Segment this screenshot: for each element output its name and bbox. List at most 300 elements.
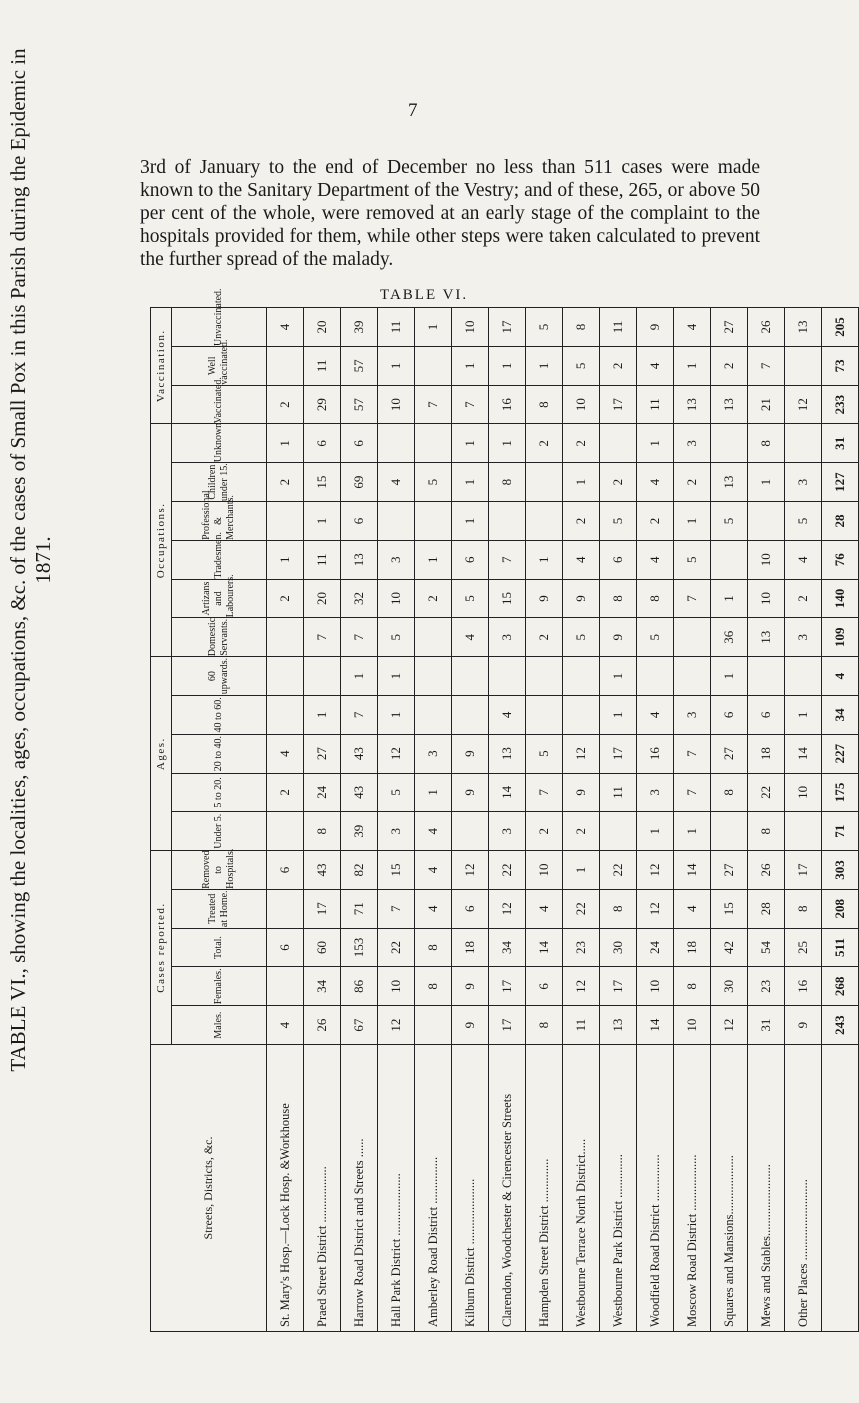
column-header: Unknown. (172, 424, 267, 463)
table-cell: 27 (711, 734, 748, 773)
table-cell: 8 (526, 1006, 563, 1045)
table-cell: 12 (378, 734, 415, 773)
total-cell: 28 (822, 502, 859, 541)
table-cell: 14 (785, 734, 822, 773)
table-cell (267, 657, 304, 696)
table-cell: 7 (304, 618, 341, 657)
column-header: Unvaccinated. (172, 308, 267, 347)
table-cell: 1 (378, 657, 415, 696)
table-cell: 2 (267, 773, 304, 812)
table-cell (415, 657, 452, 696)
table-cell: 1 (452, 424, 489, 463)
table-cell: 12 (563, 734, 600, 773)
row-label: Hall Park District .................... (378, 1045, 415, 1332)
table-cell: 5 (785, 502, 822, 541)
table-cell: 11 (637, 385, 674, 424)
table-cell: 4 (563, 540, 600, 579)
table-cell: 42 (711, 928, 748, 967)
table-cell (526, 463, 563, 502)
table-cell: 8 (600, 579, 637, 618)
row-label: Other Places .......................... (785, 1045, 822, 1332)
table-cell: 23 (748, 967, 785, 1006)
table-cell: 18 (748, 734, 785, 773)
page-number: 7 (408, 100, 418, 121)
row-label: Praed Street District .................. (304, 1045, 341, 1332)
table-cell: 1 (341, 657, 378, 696)
total-cell: 4 (822, 657, 859, 696)
table-cell (711, 812, 748, 851)
table-cell: 2 (267, 463, 304, 502)
table-cell: 31 (748, 1006, 785, 1045)
table-cell: 4 (267, 734, 304, 773)
table-cell: 3 (674, 695, 711, 734)
table-cell: 1 (452, 502, 489, 541)
table-cell: 5 (526, 308, 563, 347)
table-cell: 12 (563, 967, 600, 1006)
table-cell (674, 618, 711, 657)
table-cell: 23 (563, 928, 600, 967)
table-cell: 24 (304, 773, 341, 812)
table-cell: 14 (637, 1006, 674, 1045)
table-cell: 5 (563, 618, 600, 657)
table-cell: 57 (341, 385, 378, 424)
table-cell: 20 (304, 579, 341, 618)
table-cell: 27 (304, 734, 341, 773)
table-cell (489, 502, 526, 541)
table-cell (267, 695, 304, 734)
group-header-row (151, 308, 172, 1332)
table-cell: 1 (785, 695, 822, 734)
table-cell (526, 657, 563, 696)
total-cell: 243 (822, 1006, 859, 1045)
table-cell: 9 (452, 734, 489, 773)
table-row (600, 308, 637, 1332)
table-cell (711, 424, 748, 463)
table-cell (674, 657, 711, 696)
total-cell: 31 (822, 424, 859, 463)
table-title: TABLE VI. (380, 287, 469, 303)
table-cell: 4 (415, 812, 452, 851)
table-cell: 17 (489, 1006, 526, 1045)
table-cell: 11 (378, 308, 415, 347)
table-cell: 17 (489, 967, 526, 1006)
table-cell (711, 540, 748, 579)
table-cell (526, 502, 563, 541)
total-cell: 34 (822, 695, 859, 734)
row-label: Harrow Road District and Streets ...... (341, 1045, 378, 1332)
table-cell: 7 (674, 579, 711, 618)
table-cell: 15 (304, 463, 341, 502)
table-cell: 86 (341, 967, 378, 1006)
group-header-cases: Cases reported. (151, 851, 172, 1045)
table-cell: 1 (415, 308, 452, 347)
column-header: Total. (172, 928, 267, 967)
column-header: Vaccinated. (172, 385, 267, 424)
table-cell: 36 (711, 618, 748, 657)
table-cell: 10 (526, 851, 563, 890)
table-cell: 1 (378, 695, 415, 734)
table-cell: 5 (674, 540, 711, 579)
table-cell: 7 (415, 385, 452, 424)
table-cell: 5 (711, 502, 748, 541)
table-cell: 26 (748, 308, 785, 347)
table-cell: 2 (600, 463, 637, 502)
table-cell (415, 695, 452, 734)
table-cell: 2 (526, 618, 563, 657)
table-cell: 5 (378, 618, 415, 657)
table-cell: 2 (526, 424, 563, 463)
table-cell: 1 (563, 463, 600, 502)
table-cell: 2 (267, 579, 304, 618)
row-label: Westbourne Park District .............. (600, 1045, 637, 1332)
total-cell: 109 (822, 618, 859, 657)
table-cell: 6 (341, 424, 378, 463)
table-cell: 18 (674, 928, 711, 967)
table-cell: 6 (452, 540, 489, 579)
table-cell: 7 (378, 889, 415, 928)
table-cell: 10 (378, 385, 415, 424)
table-cell: 20 (304, 308, 341, 347)
table-cell: 6 (452, 889, 489, 928)
table-cell: 8 (600, 889, 637, 928)
table-cell (600, 812, 637, 851)
table-row (452, 308, 489, 1332)
table-cell: 8 (674, 967, 711, 1006)
table-cell: 8 (637, 579, 674, 618)
table-cell: 8 (563, 308, 600, 347)
table-row (637, 308, 674, 1332)
table-cell: 11 (304, 540, 341, 579)
table-cell: 1 (637, 424, 674, 463)
table-cell: 17 (304, 889, 341, 928)
table-cell (415, 1006, 452, 1045)
table-row (341, 308, 378, 1332)
table-cell: 1 (304, 695, 341, 734)
table-cell: 1 (526, 346, 563, 385)
table-cell: 6 (711, 695, 748, 734)
row-label: Clarendon, Woodchester & Cirencester Streets (489, 1045, 526, 1332)
table-cell: 13 (600, 1006, 637, 1045)
table-cell: 9 (563, 579, 600, 618)
table-cell: 9 (452, 773, 489, 812)
table-cell (452, 657, 489, 696)
table-cell: 17 (489, 308, 526, 347)
table-cell: 14 (674, 851, 711, 890)
total-cell: 227 (822, 734, 859, 773)
total-cell: 303 (822, 851, 859, 890)
totals-label (822, 1045, 859, 1332)
table-cell (748, 502, 785, 541)
row-label: Kilburn District ..................... (452, 1045, 489, 1332)
table-cell: 14 (489, 773, 526, 812)
table-cell (785, 812, 822, 851)
row-label: St. Mary's Hosp.—Lock Hosp. &Workhouse (267, 1045, 304, 1332)
table-cell: 9 (600, 618, 637, 657)
table-cell: 9 (526, 579, 563, 618)
row-label: Mews and Stables....................... (748, 1045, 785, 1332)
total-cell: 127 (822, 463, 859, 502)
table-cell: 9 (452, 967, 489, 1006)
column-header: 5 to 20. (172, 773, 267, 812)
table-cell: 1 (267, 424, 304, 463)
table-cell: 17 (600, 967, 637, 1006)
table-cell: 34 (304, 967, 341, 1006)
table-cell: 5 (452, 579, 489, 618)
table-row (674, 308, 711, 1332)
row-label: Hampden Street District .............. (526, 1045, 563, 1332)
total-cell: 175 (822, 773, 859, 812)
group-header-occupations: Occupations. (151, 424, 172, 657)
table-row (785, 308, 822, 1332)
table-cell (563, 695, 600, 734)
table-cell: 3 (674, 424, 711, 463)
table-cell (267, 812, 304, 851)
table-cell: 6 (748, 695, 785, 734)
table-cell: 1 (304, 502, 341, 541)
column-header: Artizans and Labourers. (172, 579, 267, 618)
table-cell: 30 (711, 967, 748, 1006)
table-cell: 8 (304, 812, 341, 851)
total-cell: 73 (822, 346, 859, 385)
table-cell: 1 (526, 540, 563, 579)
row-label: Squares and Mansions................... (711, 1045, 748, 1332)
table-cell: 4 (637, 346, 674, 385)
table-cell: 21 (748, 385, 785, 424)
table-cell: 1 (452, 463, 489, 502)
table-cell: 2 (674, 463, 711, 502)
table-cell: 10 (378, 967, 415, 1006)
total-cell: 205 (822, 308, 859, 347)
table-cell: 7 (452, 385, 489, 424)
table-cell: 4 (674, 889, 711, 928)
table-cell: 7 (674, 773, 711, 812)
table-cell: 60 (304, 928, 341, 967)
table-cell: 27 (711, 851, 748, 890)
table-cell: 6 (341, 502, 378, 541)
table-cell: 5 (637, 618, 674, 657)
table-cell: 13 (785, 308, 822, 347)
table-cell: 8 (415, 967, 452, 1006)
table-cell: 2 (637, 502, 674, 541)
table-cell: 3 (785, 618, 822, 657)
column-header: Males. (172, 1006, 267, 1045)
table-cell: 2 (415, 579, 452, 618)
group-header-ages: Ages. (151, 657, 172, 851)
column-header: Females. (172, 967, 267, 1006)
table-cell: 2 (785, 579, 822, 618)
table-cell (600, 424, 637, 463)
table-cell: 69 (341, 463, 378, 502)
table-cell: 7 (489, 540, 526, 579)
total-cell: 268 (822, 967, 859, 1006)
table-cell: 25 (785, 928, 822, 967)
table-row (563, 308, 600, 1332)
column-header: Professional & Merchants. (172, 502, 267, 541)
table-cell: 10 (563, 385, 600, 424)
table-cell: 67 (341, 1006, 378, 1045)
table-cell: 4 (637, 463, 674, 502)
table-cell: 3 (489, 812, 526, 851)
table-cell: 1 (674, 812, 711, 851)
table-cell: 1 (637, 812, 674, 851)
table-cell: 16 (489, 385, 526, 424)
column-header: Treated at Home. (172, 889, 267, 928)
column-header: Children under 15. (172, 463, 267, 502)
table-cell: 7 (748, 346, 785, 385)
table-cell: 4 (415, 851, 452, 890)
table-cell (378, 424, 415, 463)
table-cell: 8 (748, 812, 785, 851)
table-cell (267, 618, 304, 657)
table-cell: 12 (378, 1006, 415, 1045)
table-cell: 9 (785, 1006, 822, 1045)
table-cell (785, 657, 822, 696)
table-row (711, 308, 748, 1332)
table-cell (748, 657, 785, 696)
table-cell (563, 657, 600, 696)
table-cell: 34 (489, 928, 526, 967)
column-header: Domestic Servants. (172, 618, 267, 657)
table-row (748, 308, 785, 1332)
table-cell: 29 (304, 385, 341, 424)
table-cell: 7 (341, 695, 378, 734)
table-cell: 1 (748, 463, 785, 502)
table-cell: 71 (341, 889, 378, 928)
table-cell: 28 (748, 889, 785, 928)
table-cell: 8 (415, 928, 452, 967)
table-cell: 10 (378, 579, 415, 618)
table-cell: 6 (267, 928, 304, 967)
table-cell: 4 (378, 463, 415, 502)
total-cell: 233 (822, 385, 859, 424)
table-cell: 11 (600, 308, 637, 347)
table-cell: 4 (637, 695, 674, 734)
table-cell: 5 (526, 734, 563, 773)
table-cell (415, 618, 452, 657)
column-header: Under 5. (172, 812, 267, 851)
table-cell: 4 (267, 1006, 304, 1045)
table-cell: 4 (674, 308, 711, 347)
table-cell: 1 (674, 346, 711, 385)
row-label: Amberley Road District ............... (415, 1045, 452, 1332)
table-cell: 22 (600, 851, 637, 890)
table-cell (526, 695, 563, 734)
table-cell: 43 (341, 773, 378, 812)
table-cell: 6 (304, 424, 341, 463)
table-cell: 6 (267, 851, 304, 890)
table-cell: 3 (415, 734, 452, 773)
table-cell: 18 (452, 928, 489, 967)
table-cell: 2 (563, 812, 600, 851)
column-header: 20 to 40. (172, 734, 267, 773)
table-cell: 27 (711, 308, 748, 347)
column-header: Tradesmen. (172, 540, 267, 579)
table-cell: 30 (600, 928, 637, 967)
table-cell: 9 (452, 1006, 489, 1045)
table-cell (415, 502, 452, 541)
table-cell: 1 (711, 657, 748, 696)
table-cell: 26 (748, 851, 785, 890)
table-cell: 10 (674, 1006, 711, 1045)
table-cell (304, 657, 341, 696)
table-cell: 4 (415, 889, 452, 928)
table-cell: 1 (674, 502, 711, 541)
table-row (526, 308, 563, 1332)
table-cell: 6 (600, 540, 637, 579)
table-cell: 1 (415, 773, 452, 812)
table-cell: 3 (489, 618, 526, 657)
table-cell: 1 (378, 346, 415, 385)
table-cell: 12 (489, 889, 526, 928)
table-cell: 54 (748, 928, 785, 967)
table-cell: 8 (526, 385, 563, 424)
table-cell: 3 (785, 463, 822, 502)
table-cell: 43 (304, 851, 341, 890)
column-header: 40 to 60. (172, 695, 267, 734)
table-cell: 5 (563, 346, 600, 385)
table-cell: 3 (378, 540, 415, 579)
table-cell: 16 (785, 967, 822, 1006)
row-label: Woodfield Road District ............... (637, 1045, 674, 1332)
table-cell: 1 (600, 657, 637, 696)
corner-header: Streets, Districts, &c. (151, 1045, 267, 1332)
table-cell: 39 (341, 812, 378, 851)
group-header-vaccination: Vaccination. (151, 308, 172, 425)
total-cell: 76 (822, 540, 859, 579)
table-cell: 13 (489, 734, 526, 773)
row-label: Moscow Road District .................. (674, 1045, 711, 1332)
table-cell: 2 (267, 385, 304, 424)
table-cell: 1 (267, 540, 304, 579)
table-cell: 13 (711, 463, 748, 502)
table-cell: 10 (785, 773, 822, 812)
table-cell (267, 502, 304, 541)
table-cell: 15 (378, 851, 415, 890)
table-cell: 1 (711, 579, 748, 618)
table-cell (267, 346, 304, 385)
table-row (489, 308, 526, 1332)
table-cell: 22 (748, 773, 785, 812)
table-cell: 8 (785, 889, 822, 928)
table-cell: 12 (785, 385, 822, 424)
table-cell: 16 (637, 734, 674, 773)
table-cell: 15 (489, 579, 526, 618)
table-cell: 4 (637, 540, 674, 579)
table-cell: 5 (415, 463, 452, 502)
table-cell: 11 (563, 1006, 600, 1045)
table-cell: 22 (378, 928, 415, 967)
table-cell: 26 (304, 1006, 341, 1045)
table-cell: 17 (600, 734, 637, 773)
table-cell (378, 502, 415, 541)
table-cell: 7 (526, 773, 563, 812)
column-header: Removed to Hospitals. (172, 851, 267, 890)
table-cell: 15 (711, 889, 748, 928)
table-cell: 12 (637, 889, 674, 928)
table-cell: 11 (304, 346, 341, 385)
table-cell: 17 (600, 385, 637, 424)
table-cell: 9 (637, 308, 674, 347)
table-cell: 43 (341, 734, 378, 773)
table-cell (415, 424, 452, 463)
table-cell: 5 (378, 773, 415, 812)
table-cell: 22 (489, 851, 526, 890)
table-cell: 7 (674, 734, 711, 773)
table-cell (452, 695, 489, 734)
table-cell: 10 (452, 308, 489, 347)
table-cell: 12 (637, 851, 674, 890)
table-cell: 13 (711, 385, 748, 424)
